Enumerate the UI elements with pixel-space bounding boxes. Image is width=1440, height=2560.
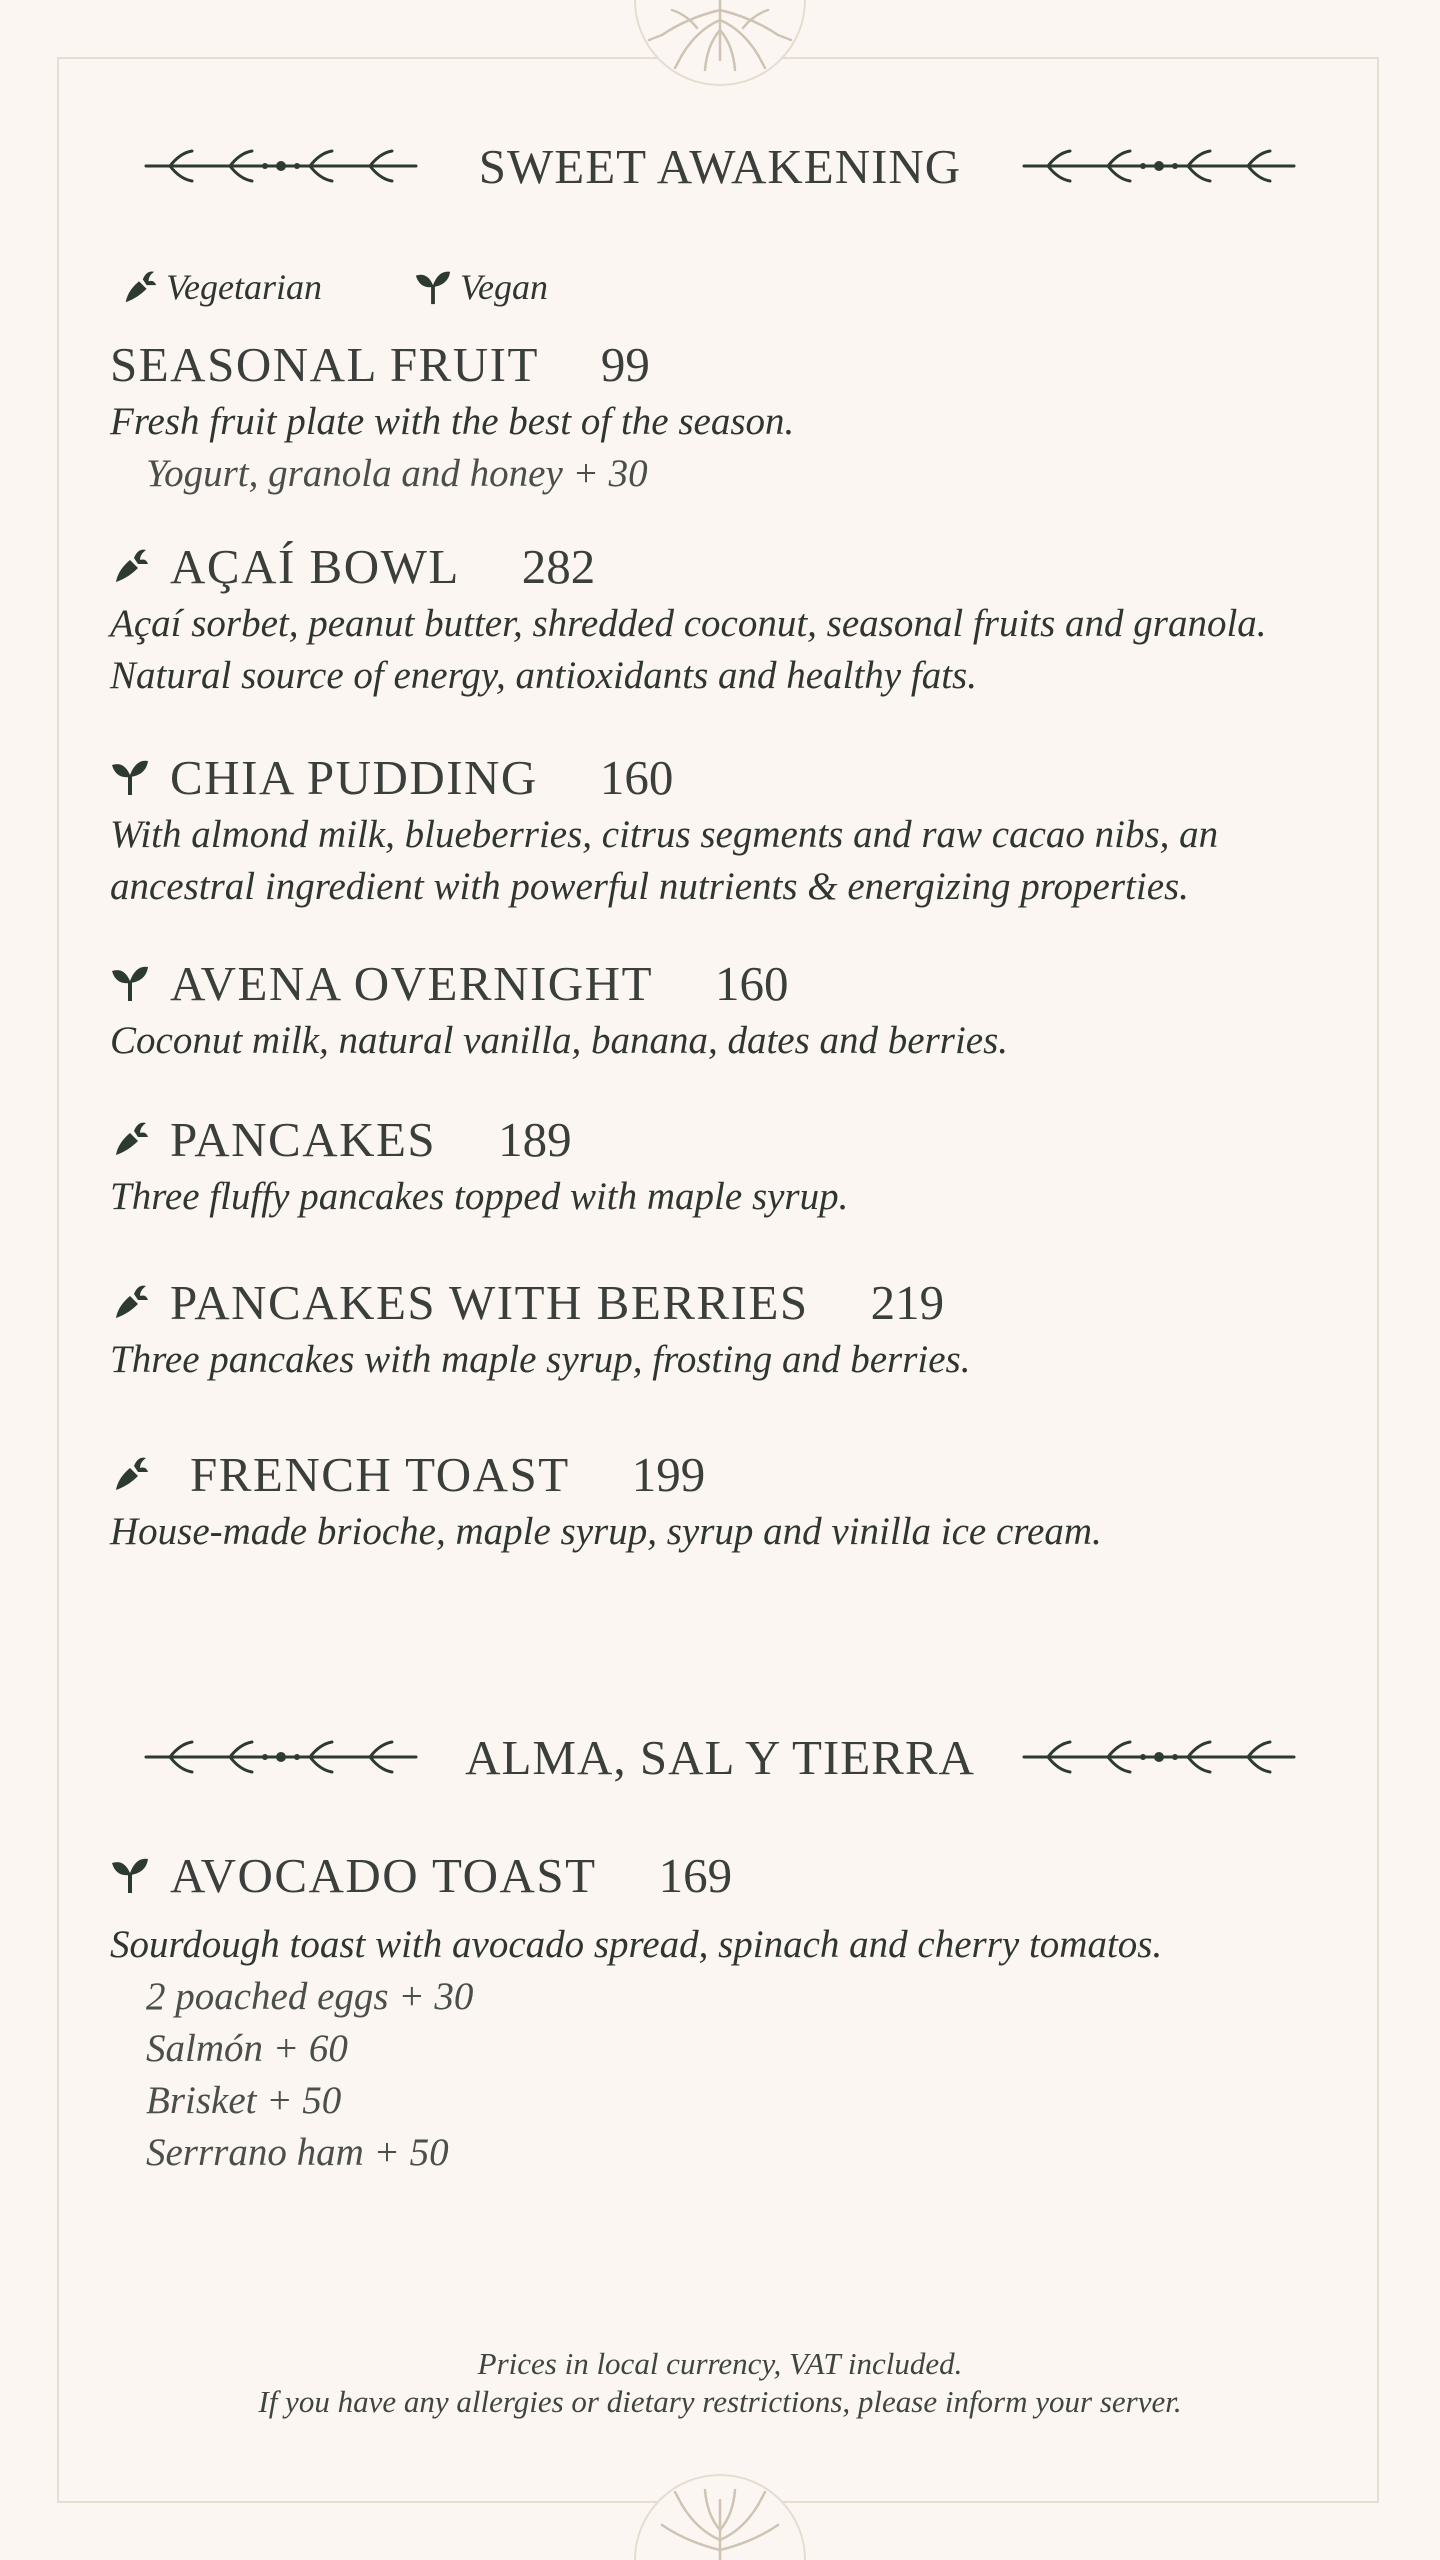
item-price: 219 bbox=[870, 1274, 945, 1330]
sprout-icon bbox=[414, 267, 452, 307]
section-title: ALMA, SAL Y TIERRA bbox=[465, 1729, 975, 1785]
item-price: 199 bbox=[631, 1446, 706, 1502]
carrot-icon bbox=[110, 1119, 150, 1159]
sprout-icon bbox=[110, 1855, 150, 1895]
legend-label: Vegetarian bbox=[166, 267, 322, 307]
item-price: 189 bbox=[498, 1111, 572, 1167]
menu-item bbox=[110, 534, 1360, 702]
menu-footer bbox=[140, 2345, 1300, 2421]
item-description: Three pancakes with maple syrup, frosting and berries. bbox=[110, 1338, 971, 1381]
item-price: 160 bbox=[715, 955, 789, 1011]
item-description: House-made brioche, maple syrup, syrup and vinilla ice cream. bbox=[110, 1510, 1102, 1553]
item-extra: 2 poached eggs + 30 bbox=[146, 1975, 474, 2018]
carrot-icon bbox=[120, 267, 158, 307]
footer-note-prices: Prices in local currency, VAT included. bbox=[477, 2346, 963, 2381]
item-description: Fresh fruit plate with the best of the season. bbox=[110, 400, 795, 443]
section-title: SWEET AWAKENING bbox=[478, 138, 962, 194]
tree-emblem-bottom bbox=[627, 2464, 813, 2560]
item-extra: Brisket + 50 bbox=[146, 2079, 342, 2122]
section-header bbox=[140, 136, 1300, 196]
menu-item bbox=[110, 1442, 1360, 1558]
item-description: With almond milk, blueberries, citrus segments and raw cacao nibs, an ancestral ingredient with powerful nutrients & energizing properties. bbox=[110, 813, 1219, 908]
item-description: Three fluffy pancakes topped with maple syrup. bbox=[110, 1175, 849, 1218]
item-price: 169 bbox=[658, 1847, 733, 1903]
laurel-ornament-icon bbox=[1018, 143, 1300, 189]
item-extra: Yogurt, granola and honey + 30 bbox=[146, 452, 648, 495]
legend-vegetarian bbox=[120, 266, 322, 308]
carrot-icon bbox=[110, 1454, 150, 1494]
item-name: AVOCADO TOAST bbox=[170, 1847, 597, 1903]
carrot-icon bbox=[110, 1282, 150, 1322]
section-header bbox=[140, 1727, 1300, 1787]
footer-note-allergies: If you have any allergies or dietary restrictions, please inform your server. bbox=[258, 2384, 1182, 2419]
carrot-icon bbox=[110, 546, 150, 586]
menu-item bbox=[110, 1107, 1360, 1223]
item-description: Sourdough toast with avocado spread, spinach and cherry tomatos. bbox=[110, 1923, 1163, 1966]
menu-item bbox=[110, 745, 1360, 913]
item-name: PANCAKES WITH BERRIES bbox=[170, 1274, 809, 1330]
legend-vegan bbox=[414, 266, 548, 308]
item-price: 99 bbox=[600, 336, 650, 392]
item-name: AVENA OVERNIGHT bbox=[170, 955, 653, 1011]
menu-item bbox=[110, 332, 1360, 500]
item-name: PANCAKES bbox=[170, 1111, 437, 1167]
menu-item bbox=[110, 1270, 1360, 1386]
legend-label: Vegan bbox=[459, 267, 548, 307]
laurel-ornament-icon bbox=[140, 143, 422, 189]
tree-roots-emblem-top bbox=[627, 0, 813, 96]
diet-legend bbox=[120, 262, 640, 312]
item-price: 282 bbox=[521, 538, 596, 594]
item-name: FRENCH TOAST bbox=[190, 1446, 570, 1502]
menu-item bbox=[110, 1843, 1360, 2179]
item-name: SEASONAL FRUIT bbox=[110, 336, 539, 392]
item-description: Coconut milk, natural vanilla, banana, dates and berries. bbox=[110, 1019, 1009, 1062]
sprout-icon bbox=[110, 757, 150, 797]
item-extra: Salmón + 60 bbox=[146, 2027, 348, 2070]
menu-item bbox=[110, 951, 1360, 1067]
item-name: AÇAÍ BOWL bbox=[170, 538, 460, 594]
laurel-ornament-icon bbox=[140, 1734, 422, 1780]
item-extra: Serrrano ham + 50 bbox=[146, 2131, 449, 2174]
item-name: CHIA PUDDING bbox=[170, 749, 538, 805]
item-description: Açaí sorbet, peanut butter, shredded coconut, seasonal fruits and granola. Natural source of energy, antioxidants and healthy fats. bbox=[110, 602, 1267, 697]
sprout-icon bbox=[110, 963, 150, 1003]
item-price: 160 bbox=[599, 749, 674, 805]
laurel-ornament-icon bbox=[1018, 1734, 1300, 1780]
